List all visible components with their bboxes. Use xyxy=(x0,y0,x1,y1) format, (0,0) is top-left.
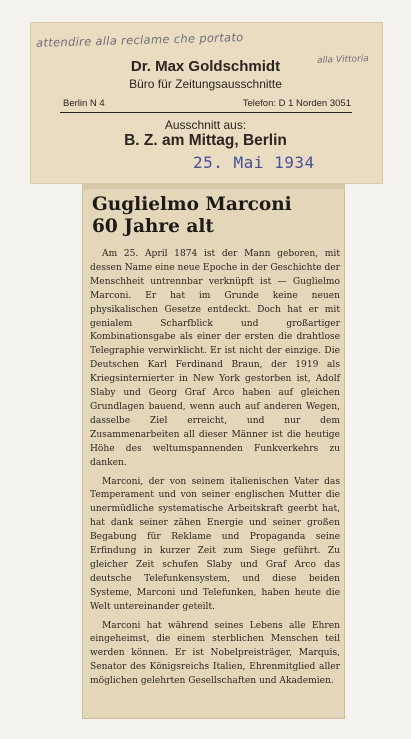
headline-line-1: Guglielmo Marconi xyxy=(92,194,292,215)
date-stamp: 25. Mai 1934 xyxy=(193,153,315,172)
newspaper-name: B. Z. am Mittag, Berlin xyxy=(124,132,287,149)
handwritten-note: attendire alla reclame che portato xyxy=(35,30,244,50)
handwritten-note-continuation: alla Vittoria xyxy=(316,54,370,66)
article-headline xyxy=(92,194,337,238)
article-paragraph-3: Marconi hat während seines Lebens alle Ehren eingeheimst, die einem sterblichen Menschen teil werden können. Er ist Nobelpreisträger, Marquis, Senator des Königsreichs Italien, Ehrenmitglied aller möglichen gelehrten Gesellschaften und Akademien. xyxy=(90,620,340,687)
bureau-subtitle: Büro für Zeitungsausschnitte xyxy=(129,77,282,91)
bureau-phone: Telefon: D 1 Norden 3051 xyxy=(242,98,351,109)
bureau-name: Dr. Max Goldschmidt xyxy=(130,58,281,75)
bureau-address: Berlin N 4 xyxy=(63,98,105,109)
header-divider xyxy=(60,112,352,113)
clipping-source-label: Ausschnitt aus: xyxy=(164,118,247,132)
clipping-torn-edge xyxy=(82,183,345,189)
article-paragraph-1: Am 25. April 1874 ist der Mann geboren, mit dessen Name eine neue Epoche in der Geschichte der Menschheit untrennbar verknüpft ist — Guglielmo Marconi. Er hat im Grunde keine neuen physikalischen Gesetze entdeckt. Doch hat er mit genialem Scharfblick und großartiger Kombinationsgabe als einer der ersten die drahtlose Telegraphie verwirklicht. Er ist nicht der einzige. Die Deutschen Karl Ferdinand Braun, der 1919 als Kriegsinternierter in New York gestorben ist, Adolf Slaby und Georg Graf Arco haben auf gleichen Grundlagen bauend, wenn auch auf anderen Wegen, dasselbe Ziel erreicht, und nur dem Zusammenarbeiten all dieser Männer ist die heutige Höhe des weltumspannenden Funkverkehrs zu danken. xyxy=(90,249,340,468)
article-body xyxy=(90,248,340,694)
headline-line-2: 60 Jahre alt xyxy=(92,216,214,237)
article-paragraph-2: Marconi, der von seinem italienischen Vater das Temperament und von seiner englischen Mutter die unermüdliche systematische Arbeitskraft geerbt hat, hat dank seiner zähen Energie und seiner großen Begabung für Reklame und Propaganda seine Erfindung in kurzer Zeit zum Siege geführt. Zu gleicher Zeit schufen Slaby und Graf Arco das deutsche Telefunkensystem, und diese beiden Systeme, Marconi und Telefunken, haben heute die Welt untereinander geteilt. xyxy=(90,476,340,612)
